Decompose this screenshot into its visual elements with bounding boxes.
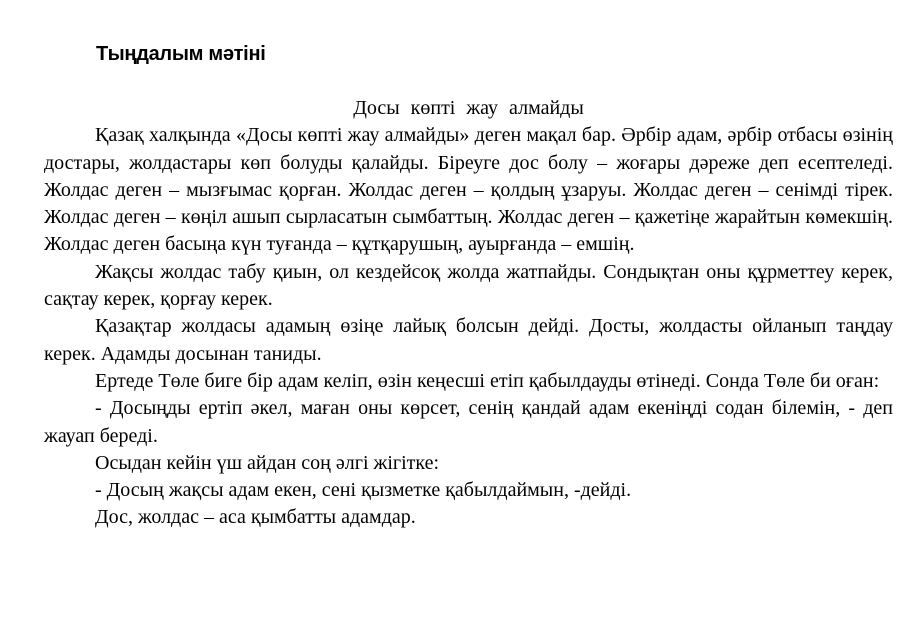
paragraph-7: - Досың жақсы адам екен, сені қызметке қабылдаймын, -дейді. — [95, 479, 632, 502]
paragraph-5: - Досыңды ертіп әкел, маған оны көрсет, сенің қандай адам екеніңді содан білемін, - деп жауап береді. — [44, 397, 893, 447]
text-title: Досы көпті жау алмайды — [353, 97, 584, 119]
paragraph-1: Қазақ халқында «Досы көпті жау алмайды» деген мақал бар. Әрбір адам, әрбір отбасы өзінің достары, жолдастары көп болуды қалайды. Біреуге дос болу – жоғары дәреже деп есептеледі. Жолдас деген – мызғымас қорған. Жолдас деген – қолдың ұзаруы. Жолдас деген – сенімді тірек. Жолдас деген – көңіл ашып сырласатын сымбаттың. Жолдас деген – қажетіңе жарайтын көмекшің. Жолдас деген басыңа күн туғанда – құтқарушың, ауырғанда – емшің. — [44, 124, 893, 256]
paragraph-4: Ертеде Төле биге бір адам келіп, өзін кеңесші етіп қабылдауды өтінеді. Сонда Төле би оған: — [95, 369, 880, 392]
paragraph-6: Осыдан кейін үш айдан соң әлгі жігітке: — [95, 451, 440, 474]
cut-off-next-heading — [92, 606, 98, 617]
section-heading: Тыңдалым мәтіні — [96, 43, 266, 65]
paragraph-2: Жақсы жолдас табу қиын, ол кездейсоқ жолда жатпайды. Сондықтан оны құрметтеу керек, сақтау керек, қорғау керек. — [44, 260, 893, 311]
text-body — [44, 95, 893, 532]
paragraph-8: Дос, жолдас – аса қымбатты адамдар. — [95, 506, 416, 529]
paragraph-3: Қазақтар жолдасы адамың өзіңе лайық болсын дейді. Досты, жолдасты ойланып таңдау керек. Адамды досынан таниды. — [44, 315, 893, 365]
